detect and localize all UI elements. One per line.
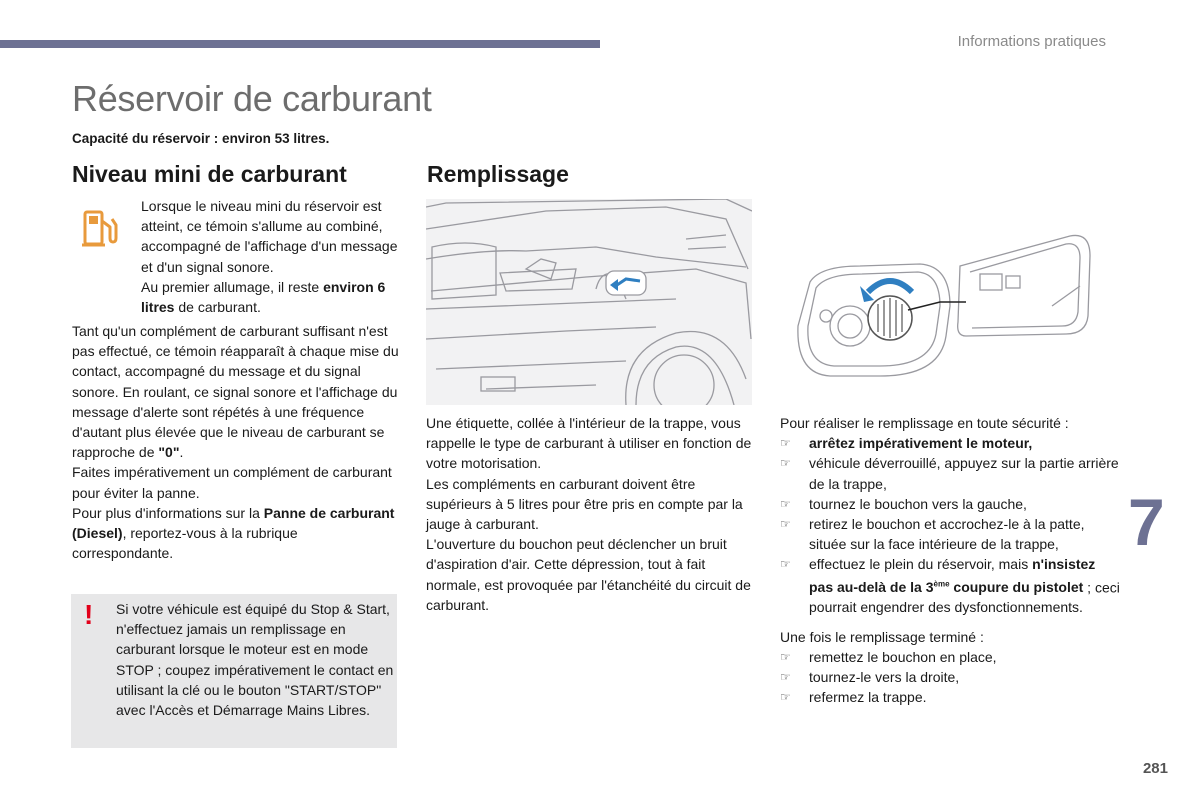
pointing-hand-icon: ☞ [780, 517, 791, 532]
niveau-body [72, 321, 402, 563]
step-item [780, 554, 1120, 617]
intro-text-1: Lorsque le niveau mini du réservoir est atteint, ce témoin s'allume au combiné, accompagné de l'affichage d'un message et d'un signal sonore. [141, 198, 398, 275]
niveau-p2: Faites impérativement un complément de carburant pour éviter la panne. [72, 464, 392, 501]
pointing-hand-icon: ☞ [780, 557, 791, 572]
fuel-pump-icon [79, 207, 123, 251]
p1b: "0" [158, 444, 180, 461]
after-item [780, 687, 1120, 707]
car-fuel-flap-illustration [426, 199, 752, 405]
after-2: tournez-le vers la droite, [809, 669, 960, 686]
rempl-p3: L'ouverture du bouchon peut déclencher un bruit d'aspiration d'air. Cette dépression, tout à fait normale, est provoquée par l'étanchéité du circuit de carburant. [426, 536, 751, 613]
step-1: arrêtez impérativement le moteur, [809, 435, 1033, 452]
pointing-hand-icon: ☞ [780, 496, 791, 511]
intro-text-2a: Au premier allumage, il reste [141, 278, 324, 295]
remplissage-steps [780, 413, 1120, 708]
p1c: . [179, 444, 184, 461]
niveau-p1 [72, 321, 402, 462]
chapter-number: 7 [1128, 485, 1165, 559]
steps-list [780, 433, 1120, 617]
intro-text-2c: de carburant. [174, 299, 261, 316]
steps-intro: Pour réaliser le remplissage en toute sécurité : [780, 415, 1069, 431]
step-5-sup: ème [933, 579, 950, 589]
step-5a: effectuez le plein du réservoir, mais [809, 556, 1033, 573]
p1a: Tant qu'un complément de carburant suffisant n'est pas effectué, ce témoin réapparaît à chaque mise du contact, accompagné du message et du signal sonore. En roulant, ce signal sonore et l'affichage du message d'alerte sont répétés à une fréquence d'autant plus élevée que le niveau de carburant se rapproche de [72, 323, 399, 461]
pointing-hand-icon: ☞ [780, 649, 791, 664]
step-item [780, 433, 1120, 453]
heading-remplissage: Remplissage [427, 161, 569, 187]
pointing-hand-icon: ☞ [780, 690, 791, 705]
pointing-hand-icon: ☞ [780, 670, 791, 685]
step-2: véhicule déverrouillé, appuyez sur la partie arrière de la trappe, [809, 455, 1119, 492]
step-item [780, 453, 1120, 493]
niveau-intro [141, 196, 401, 317]
warning-icon: ! [84, 599, 94, 630]
fuel-cap-illustration [790, 226, 1102, 386]
after-item [780, 647, 1120, 667]
after-list [780, 647, 1120, 708]
after-3: refermez la trappe. [809, 689, 927, 706]
pointing-hand-icon: ☞ [780, 436, 791, 451]
rempl-p2: Les compléments en carburant doivent être supérieurs à 5 litres pour être pris en compte par la jauge à carburant. [426, 475, 743, 533]
p3c: , reportez-vous à la rubrique correspondante. [72, 525, 298, 562]
section-label: Informations pratiques [957, 33, 1106, 50]
pointing-hand-icon: ☞ [780, 456, 791, 471]
heading-niveau: Niveau mini de carburant [72, 161, 347, 187]
step-3: tournez le bouchon vers la gauche, [809, 495, 1027, 512]
step-5d: ; ceci pourrait engendrer des dysfonctionnements. [809, 579, 1120, 616]
after-intro: Une fois le remplissage terminé : [780, 628, 984, 645]
remplissage-body [426, 413, 756, 615]
intro-text-2 [141, 277, 401, 317]
step-item [780, 514, 1120, 554]
header-bar [0, 40, 600, 48]
tank-capacity: Capacité du réservoir : environ 53 litres. [72, 131, 330, 146]
rempl-p1: Une étiquette, collée à l'intérieur de la trappe, vous rappelle le type de carburant à utiliser en fonction de votre motorisation. [426, 415, 752, 472]
p3a: Pour plus d'informations sur la [72, 504, 264, 521]
step-5b: n'insistez pas au-delà de la 3 [809, 556, 1096, 596]
intro-text-2b: environ 6 litres [141, 278, 386, 316]
niveau-p3 [72, 503, 402, 564]
step-4: retirez le bouchon et accrochez-le à la patte, située sur la face intérieure de la trappe, [809, 516, 1085, 553]
step-item [780, 494, 1120, 514]
p3b: Panne de carburant (Diesel) [72, 504, 395, 542]
after-item [780, 667, 1120, 687]
step-5c: coupure du pistolet [949, 579, 1084, 596]
page-title: Réservoir de carburant [72, 78, 432, 119]
page-number: 281 [1142, 760, 1168, 777]
after-1: remettez le bouchon en place, [809, 648, 997, 665]
warning-text: Si votre véhicule est équipé du Stop & Start, n'effectuez jamais un remplissage en carburant lorsque le moteur est en mode STOP ; coupez impérativement le contact en utilisant la clé ou le bouton "START/STOP" avec l'Accès et Démarrage Mains Libres. [116, 601, 394, 719]
